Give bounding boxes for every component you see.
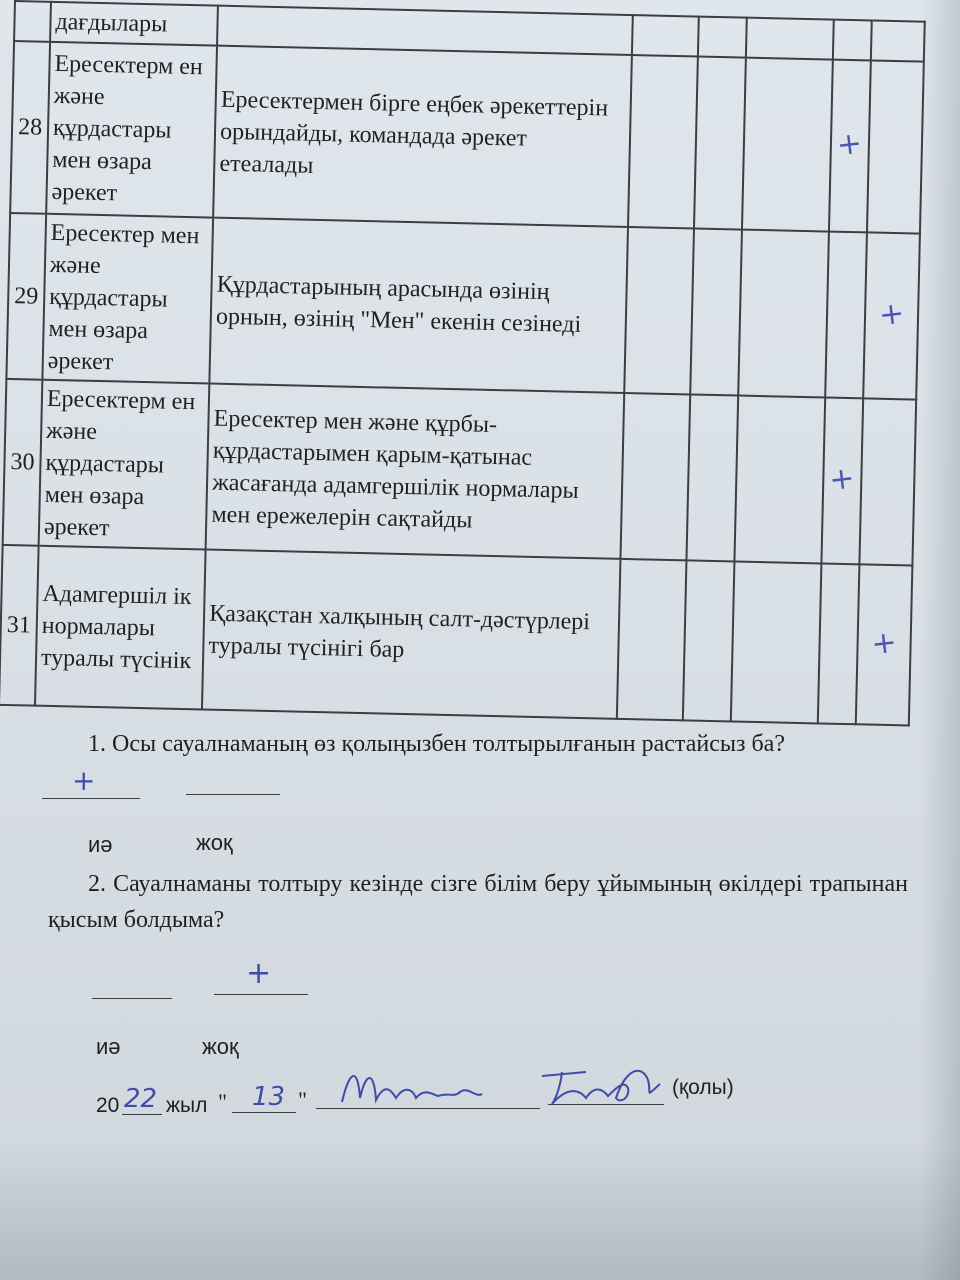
row-number: 31 (0, 545, 39, 706)
no-answer-line (214, 994, 308, 995)
row-number: 30 (3, 379, 43, 546)
handwritten-year: 22 (124, 1084, 158, 1114)
table-row (6, 213, 920, 400)
quote-open: " (218, 1089, 227, 1114)
question-2-text: 2. Сауалнаманы толтыру кезінде сізге білім беру ұйымының өкілдері трапынан қысым болдыма? (48, 871, 908, 933)
table-row (0, 545, 912, 726)
description-cell: Қазақстан халқының салт-дәстүрлері туралы түсінігі бар (202, 549, 620, 718)
no-label: жоқ (196, 830, 233, 855)
page-shadow (0, 1140, 960, 1280)
row-number: 29 (6, 213, 46, 380)
handwritten-plus-mark: + (72, 764, 96, 797)
yes-answer-line (42, 798, 140, 799)
no-label: жоқ (202, 1034, 239, 1059)
no-answer-line (186, 794, 280, 795)
signature-label: (қолы) (672, 1076, 734, 1099)
table-row (3, 379, 917, 566)
page-shadow (920, 0, 960, 1280)
checkmark: + (835, 125, 865, 164)
description-cell: Ересектермен бірге еңбек әрекеттерін орындайды, командада әрекет етеалады (213, 46, 632, 227)
quote-close: " (298, 1087, 307, 1112)
yes-label: иә (88, 832, 113, 857)
row-number-cell (14, 1, 51, 42)
category-cell: Ересектер мен және құрдастары мен өзара әрекет (42, 214, 213, 384)
table-row (10, 41, 924, 234)
category-cell: Ересектерм ен және құрдастары мен өзара әрекет (46, 42, 217, 218)
yes-answer-line (92, 998, 172, 999)
description-cell: Құрдастарының арасында өзінің орнын, өзінің "Мен" екенін сезінеді (209, 218, 627, 393)
checkmark: + (869, 624, 899, 663)
question-1-text: 1. Осы сауалнаманың өз қолыңызбен толтырылғанын растайсыз ба? (88, 731, 785, 757)
handwritten-signature (330, 1058, 670, 1114)
category-cell: Ересектерм ен және құрдастары мен өзара әрекет (39, 380, 210, 550)
description-cell: Ересектер мен және құрбы-құрдастарымен қарым-қатынас жасағанда адамгершілік нормалары мен ережелерін сақтайды (206, 384, 624, 559)
year-prefix: 20 (96, 1094, 120, 1117)
year-word: жыл (166, 1094, 208, 1117)
category-cell: Адамгершіл ік нормалары туралы түсінік (35, 546, 206, 710)
handwritten-plus-mark: + (246, 956, 272, 991)
category-cell: дағдылары (50, 2, 218, 46)
checkmark: + (877, 295, 907, 334)
year-line (122, 1114, 162, 1115)
handwritten-day: 13 (252, 1082, 286, 1112)
yes-label: иә (96, 1034, 121, 1059)
checkmark: + (827, 460, 857, 499)
row-number: 28 (10, 41, 50, 214)
day-line (232, 1112, 296, 1113)
